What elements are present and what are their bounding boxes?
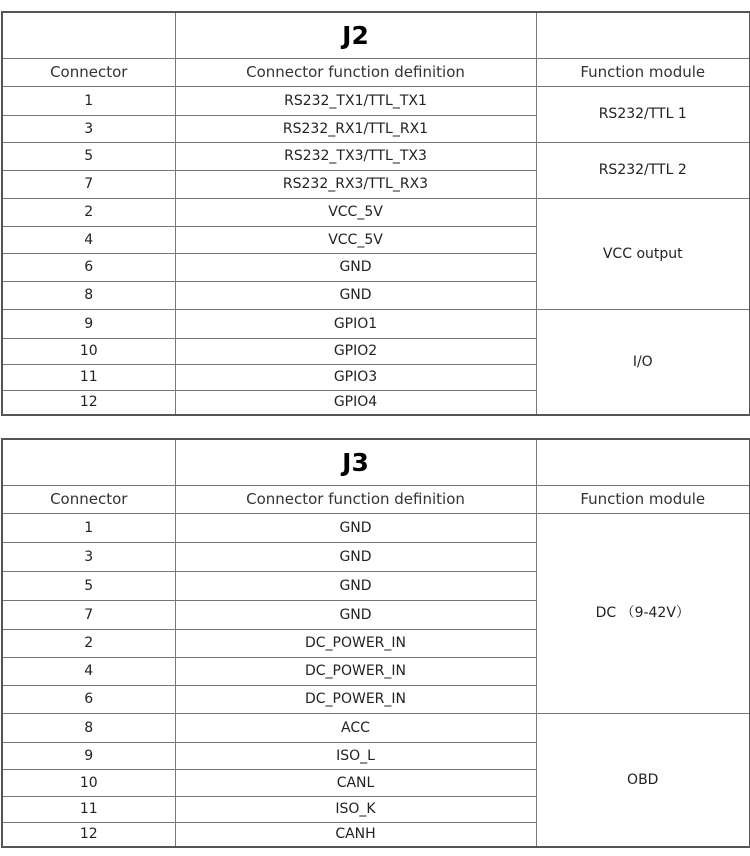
module-cell: OBD: [536, 713, 750, 847]
module-cell: I/O: [536, 309, 750, 415]
pin-number: 12: [2, 822, 175, 847]
pin-number: 2: [2, 198, 175, 226]
pin-number: 9: [2, 309, 175, 338]
pin-number: 5: [2, 571, 175, 600]
pin-number: 7: [2, 600, 175, 629]
j2-pin-table: [1, 11, 750, 416]
module-cell: DC （9-42V）: [536, 513, 750, 713]
pin-number: 3: [2, 115, 175, 142]
pin-definition: GND: [175, 571, 536, 600]
pin-definition: GND: [175, 542, 536, 571]
pin-definition: CANL: [175, 769, 536, 796]
pin-definition: GND: [175, 253, 536, 281]
pin-definition: RS232_TX3/TTL_TX3: [175, 142, 536, 170]
table-row: [2, 198, 750, 226]
pin-definition: RS232_RX1/TTL_RX1: [175, 115, 536, 142]
table-row: [2, 309, 750, 338]
pin-number: 5: [2, 142, 175, 170]
title-row: [2, 12, 750, 58]
table-row: [2, 713, 750, 742]
pin-number: 1: [2, 513, 175, 542]
pin-number: 8: [2, 713, 175, 742]
table-row: [2, 513, 750, 542]
pin-definition: GND: [175, 513, 536, 542]
col-header-module: Function module: [536, 485, 750, 513]
module-cell: VCC output: [536, 198, 750, 309]
col-header-module: Function module: [536, 58, 750, 86]
pin-number: 6: [2, 685, 175, 713]
pin-definition: GPIO1: [175, 309, 536, 338]
table-title: J2: [175, 12, 536, 58]
pin-definition: RS232_RX3/TTL_RX3: [175, 170, 536, 198]
j3-pin-table: [1, 438, 750, 848]
pin-definition: GND: [175, 281, 536, 309]
pin-definition: VCC_5V: [175, 226, 536, 253]
pin-number: 4: [2, 657, 175, 685]
pin-definition: DC_POWER_IN: [175, 629, 536, 657]
pin-number: 4: [2, 226, 175, 253]
pin-definition: GPIO3: [175, 364, 536, 390]
pin-definition: ACC: [175, 713, 536, 742]
blank-cell: [536, 12, 750, 58]
pin-number: 10: [2, 338, 175, 364]
pin-number: 8: [2, 281, 175, 309]
pin-number: 6: [2, 253, 175, 281]
pin-definition: GPIO4: [175, 390, 536, 415]
table-title: J3: [175, 439, 536, 485]
pin-definition: GND: [175, 600, 536, 629]
header-row: [2, 58, 750, 86]
blank-cell: [2, 439, 175, 485]
pin-definition: VCC_5V: [175, 198, 536, 226]
module-cell: RS232/TTL 1: [536, 86, 750, 142]
pin-number: 12: [2, 390, 175, 415]
blank-cell: [536, 439, 750, 485]
pin-definition: ISO_L: [175, 742, 536, 769]
pin-definition: DC_POWER_IN: [175, 685, 536, 713]
col-header-connector: Connector: [2, 485, 175, 513]
pin-number: 3: [2, 542, 175, 571]
pin-number: 10: [2, 769, 175, 796]
pin-definition: ISO_K: [175, 796, 536, 822]
col-header-definition: Connector function definition: [175, 485, 536, 513]
pin-definition: GPIO2: [175, 338, 536, 364]
pin-number: 11: [2, 796, 175, 822]
pin-number: 11: [2, 364, 175, 390]
pin-definition: RS232_TX1/TTL_TX1: [175, 86, 536, 115]
module-cell: RS232/TTL 2: [536, 142, 750, 198]
blank-cell: [2, 12, 175, 58]
pin-number: 2: [2, 629, 175, 657]
pin-definition: CANH: [175, 822, 536, 847]
pin-number: 1: [2, 86, 175, 115]
title-row: [2, 439, 750, 485]
pin-number: 7: [2, 170, 175, 198]
header-row: [2, 485, 750, 513]
col-header-connector: Connector: [2, 58, 175, 86]
col-header-definition: Connector function definition: [175, 58, 536, 86]
pin-definition: DC_POWER_IN: [175, 657, 536, 685]
table-row: [2, 86, 750, 115]
table-row: [2, 142, 750, 170]
pin-number: 9: [2, 742, 175, 769]
